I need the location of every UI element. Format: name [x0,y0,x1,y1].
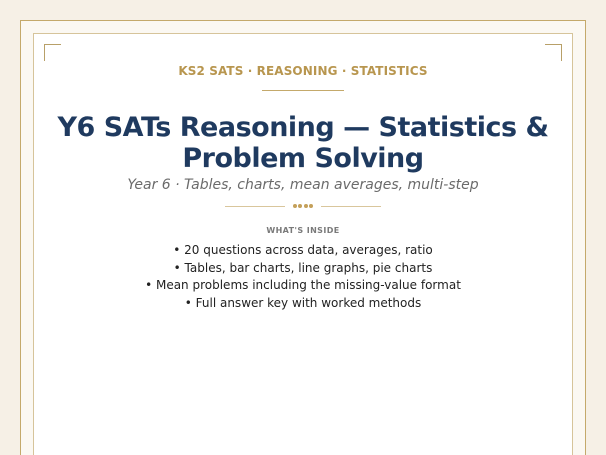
section-label: WHAT'S INSIDE [266,226,340,235]
ornament-dots [293,202,313,210]
ornament-dot [293,204,297,208]
document-page [20,20,586,455]
ornament-dot [298,204,302,208]
list-item: • Tables, bar charts, line graphs, pie charts [173,260,433,275]
title-line-2: Problem Solving [182,143,424,174]
inner-frame [33,33,573,455]
page-subtitle: Year 6 · Tables, charts, mean averages, multi-step [127,177,479,193]
ornament-line-right [321,206,381,207]
kicker-text: KS2 SATS · REASONING · STATISTICS [178,64,428,78]
ornament-dot [309,204,313,208]
divider-ornament [225,202,381,210]
list-item: • Mean problems including the missing-value format [145,278,461,292]
corner-ornament-top-right [545,44,562,61]
ornament-line-left [225,206,285,207]
ornament-dot [304,204,308,208]
corner-ornament-top-left [44,44,61,61]
kicker-divider [262,90,344,91]
list-item: • Full answer key with worked methods [184,295,422,310]
page-title [44,112,562,174]
title-line-1: Y6 SATs Reasoning — Statistics & [57,112,549,143]
contents-list [34,242,572,312]
list-item: • 20 questions across data, averages, ratio [173,243,433,257]
